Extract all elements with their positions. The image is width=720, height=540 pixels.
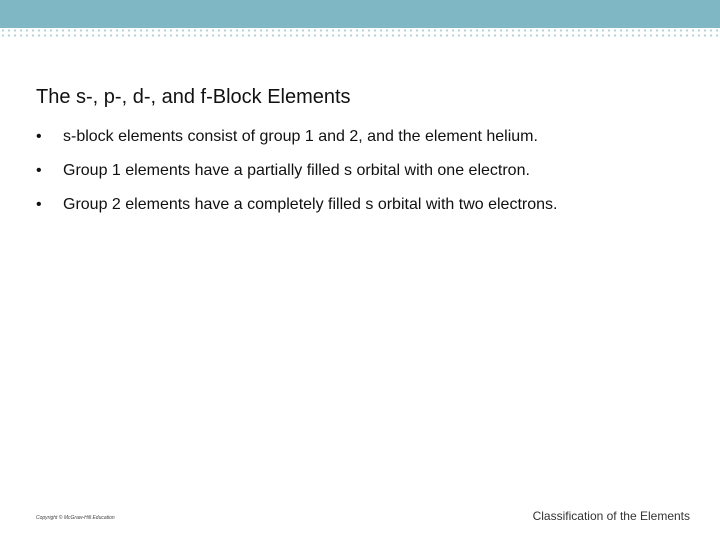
bullet-item [36,154,696,188]
header-band [0,0,720,28]
bullet-text: Group 2 elements have a completely filled s orbital with two electrons. [63,196,558,213]
copyright-notice: Copyright © McGraw-Hill Education [36,515,115,521]
bullet-item [36,120,696,154]
bullet-text: s-block elements consist of group 1 and 2, and the element helium. [63,128,538,145]
bullet-marker: • [36,162,42,179]
slide-title: The s-, p-, d-, and f-Block Elements [36,86,351,108]
bullet-item [36,188,696,222]
bullet-list [36,120,696,222]
bullet-text: Group 1 elements have a partially filled s orbital with one electron. [63,162,530,179]
bullet-marker: • [36,196,42,213]
section-footer: Classification of the Elements [532,509,690,523]
bullet-marker: • [36,128,42,145]
header-dot-pattern [0,28,720,38]
